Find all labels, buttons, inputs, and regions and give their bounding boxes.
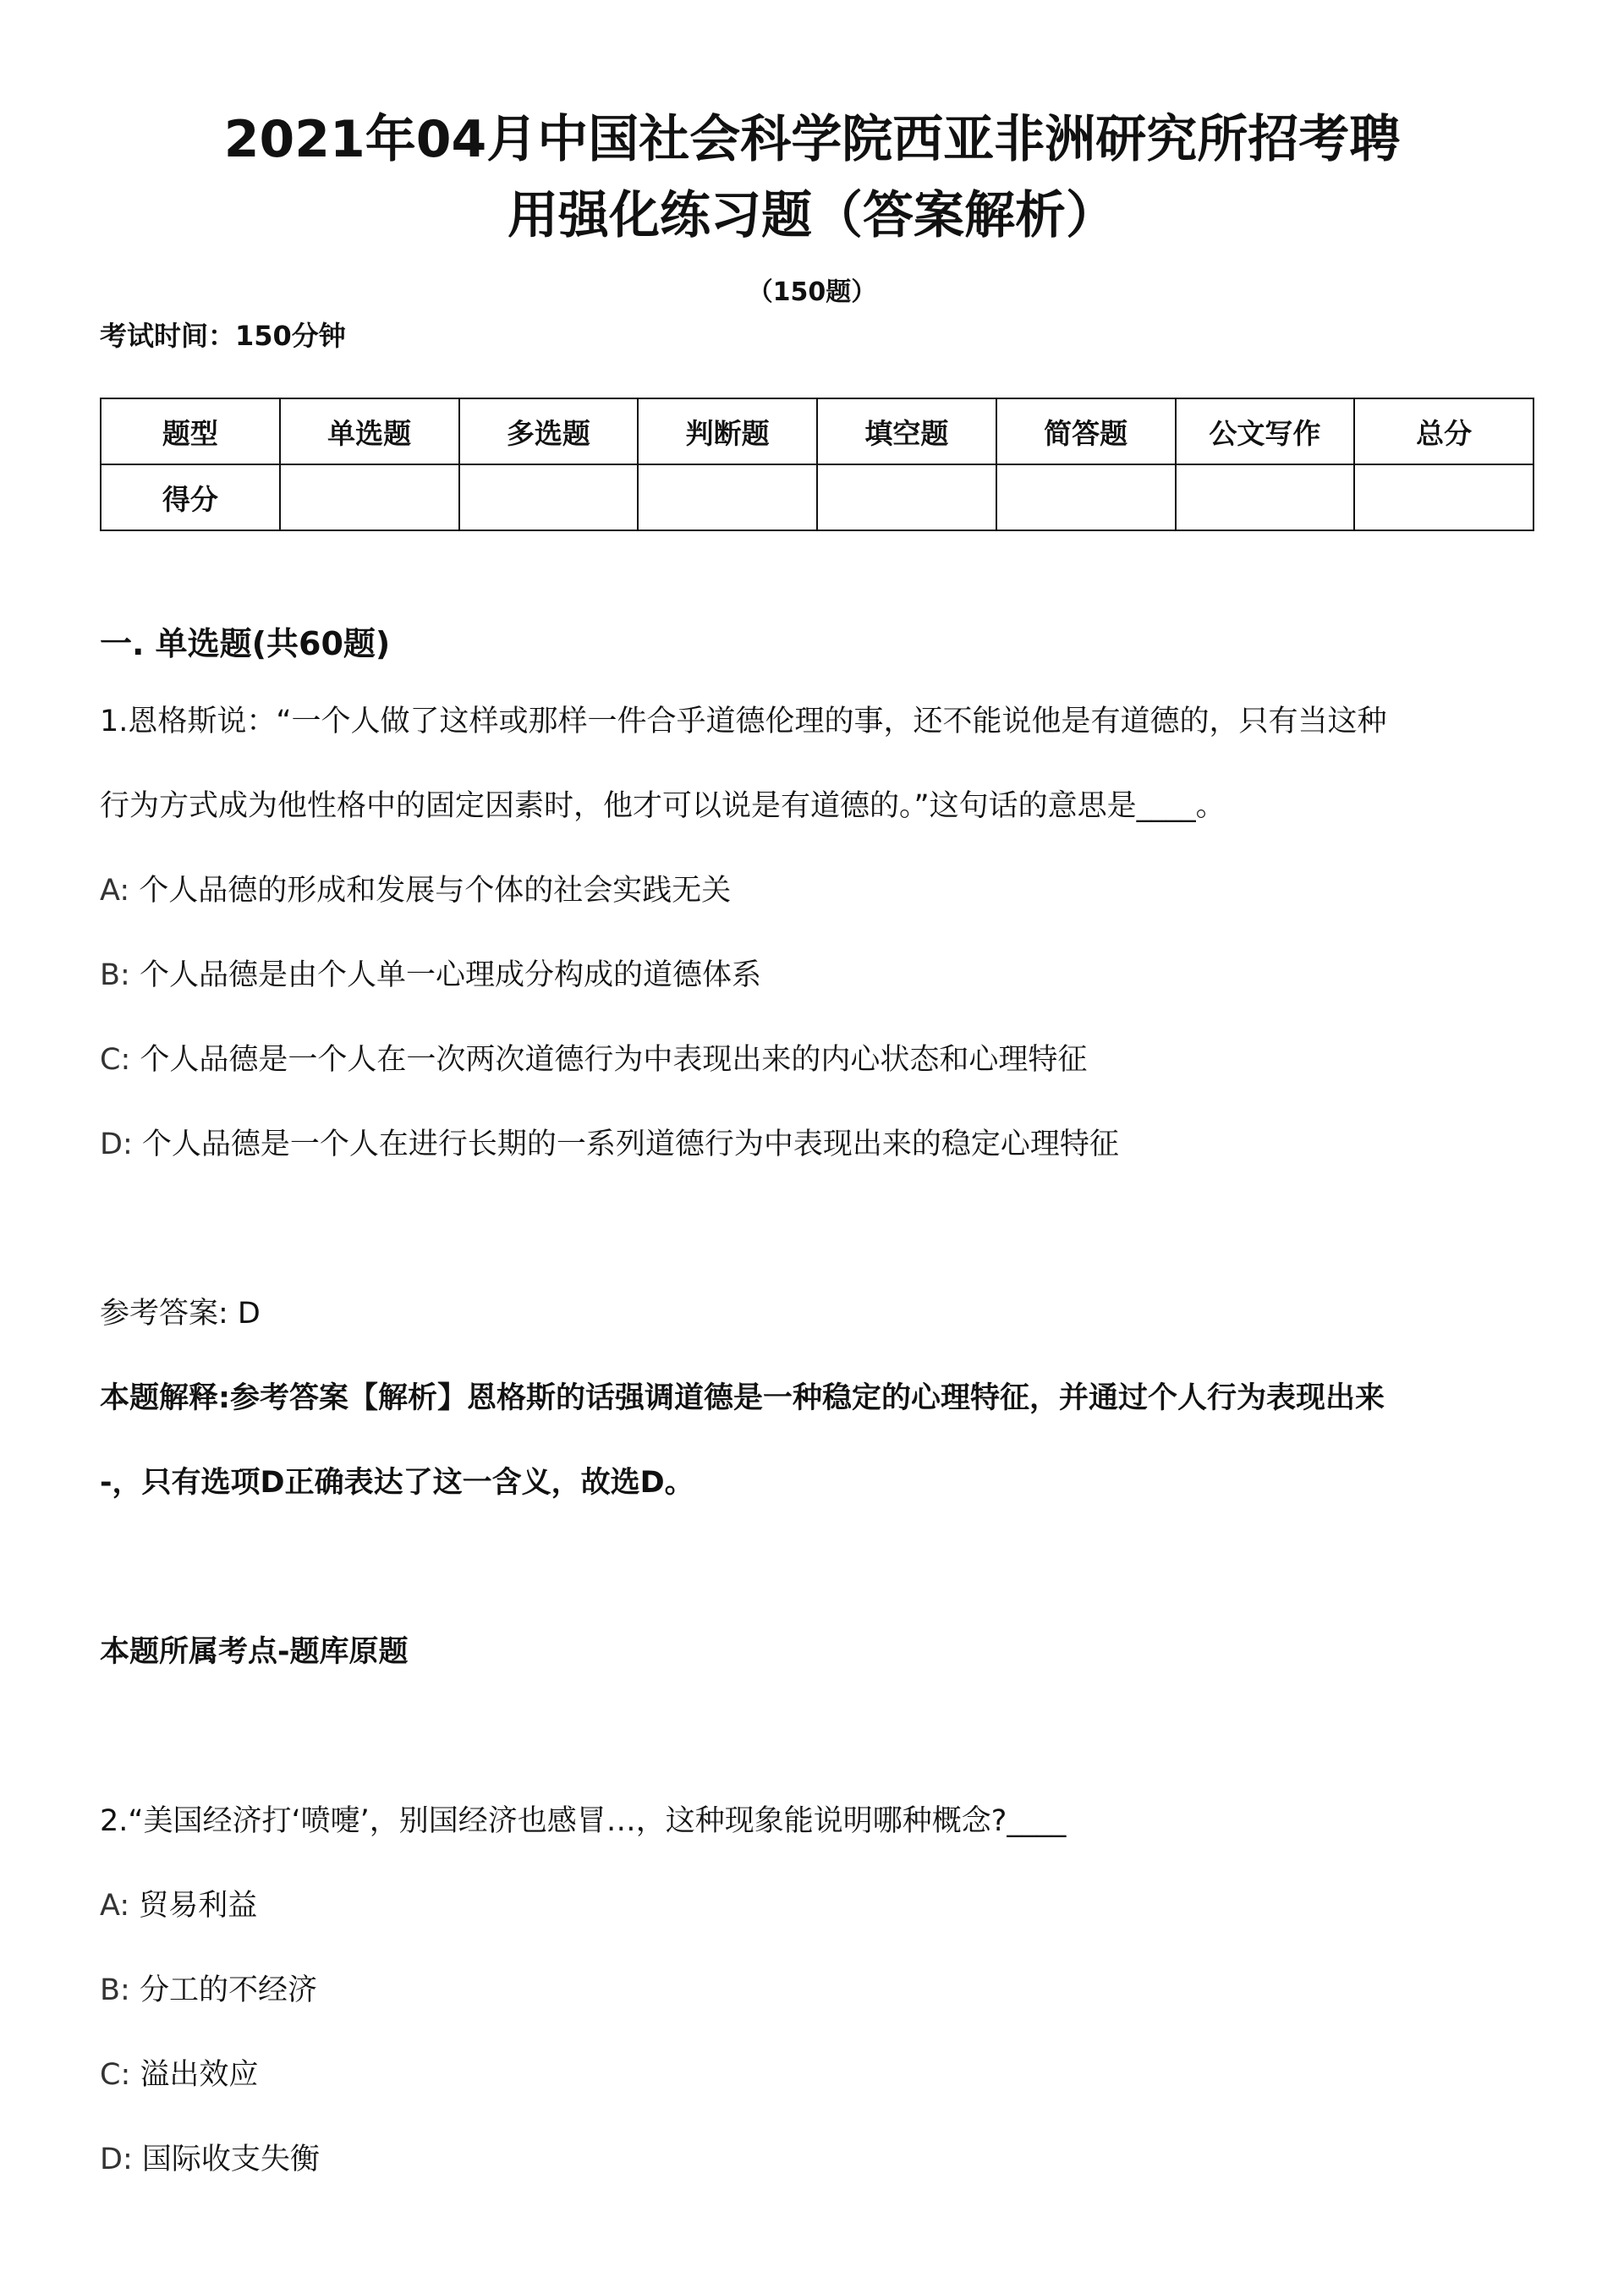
option-letter: D:	[100, 2143, 133, 2176]
score-row-label: 得分	[101, 464, 280, 530]
option-letter: C:	[100, 2058, 131, 2092]
question-1-option-c	[100, 1036, 1087, 1078]
option-text: 国际收支失衡	[141, 2143, 320, 2176]
option-letter: A:	[100, 1889, 130, 1923]
score-table	[100, 398, 1534, 531]
score-table-header-cell: 总分	[1354, 398, 1533, 464]
exam-time: 考试时间：150分钟	[100, 320, 346, 352]
score-table-header-row	[101, 398, 1533, 464]
question-1-stem-line1: 1.恩格斯说：“一个人做了这样或那样一件合乎道德伦理的事，还不能说他是有道德的，只有当这种	[100, 705, 1387, 738]
question-1-explanation-line1: 本题解释:参考答案【解析】恩格斯的话强调道德是一种稳定的心理特征，并通过个人行为表现出来	[100, 1381, 1385, 1415]
score-cell	[996, 464, 1176, 530]
question-1-option-b	[100, 952, 761, 994]
question-1-option-d	[100, 1121, 1119, 1163]
option-letter: B:	[100, 958, 130, 992]
question-2-option-a	[100, 1882, 257, 1924]
question-1-stem-line2: 行为方式成为他性格中的固定因素时，他才可以说是有道德的。”这句话的意思是____。	[100, 789, 1226, 823]
option-text: 个人品德是一个人在一次两次道德行为中表现出来的内心状态和心理特征	[140, 1043, 1088, 1077]
score-table-score-row	[101, 464, 1533, 530]
question-2-option-b	[100, 1967, 317, 2009]
document-title-line1: 2021年04月中国社会科学院西亚非洲研究所招考聘	[223, 110, 1401, 169]
document-title-line2: 用强化练习题（答案解析）	[508, 186, 1116, 245]
score-cell	[280, 464, 459, 530]
score-table-header-cell: 公文写作	[1176, 398, 1355, 464]
option-letter: D:	[100, 1128, 133, 1161]
question-1-answer: 参考答案: D	[100, 1297, 261, 1331]
option-text: 个人品德的形成和发展与个体的社会实践无关	[139, 874, 732, 908]
option-text: 贸易利益	[139, 1889, 258, 1923]
section-heading: 一. 单选题(共60题)	[100, 625, 391, 662]
question-2-option-d	[100, 2136, 320, 2178]
score-cell	[459, 464, 639, 530]
question-2-option-c	[100, 2051, 258, 2094]
score-cell	[1176, 464, 1355, 530]
question-1-explanation-line2: -，只有选项D正确表达了这一含义，故选D。	[100, 1466, 694, 1500]
option-text: 个人品德是一个人在进行长期的一系列道德行为中表现出来的稳定心理特征	[141, 1128, 1119, 1161]
score-table-header-cell: 多选题	[459, 398, 639, 464]
question-1-knowledge-point: 本题所属考点-题库原题	[100, 1635, 409, 1669]
score-table-header-cell: 单选题	[280, 398, 459, 464]
option-letter: C:	[100, 1043, 131, 1077]
score-table-header-cell: 题型	[101, 398, 280, 464]
option-text: 个人品德是由个人单一心理成分构成的道德体系	[139, 958, 761, 992]
question-1-option-a	[100, 867, 731, 909]
score-cell	[638, 464, 817, 530]
option-text: 分工的不经济	[139, 1973, 317, 2007]
option-text: 溢出效应	[140, 2058, 259, 2092]
question-2-stem: 2.“美国经济打‘喷嚏’，别国经济也感冒…，这种现象能说明哪种概念?____	[100, 1804, 1067, 1838]
score-table-header-cell: 填空题	[817, 398, 996, 464]
score-table-header-cell: 判断题	[638, 398, 817, 464]
option-letter: B:	[100, 1973, 130, 2007]
score-table-header-cell: 简答题	[996, 398, 1176, 464]
score-cell	[817, 464, 996, 530]
question-count: （150题）	[747, 277, 877, 307]
score-cell	[1354, 464, 1533, 530]
option-letter: A:	[100, 874, 130, 908]
